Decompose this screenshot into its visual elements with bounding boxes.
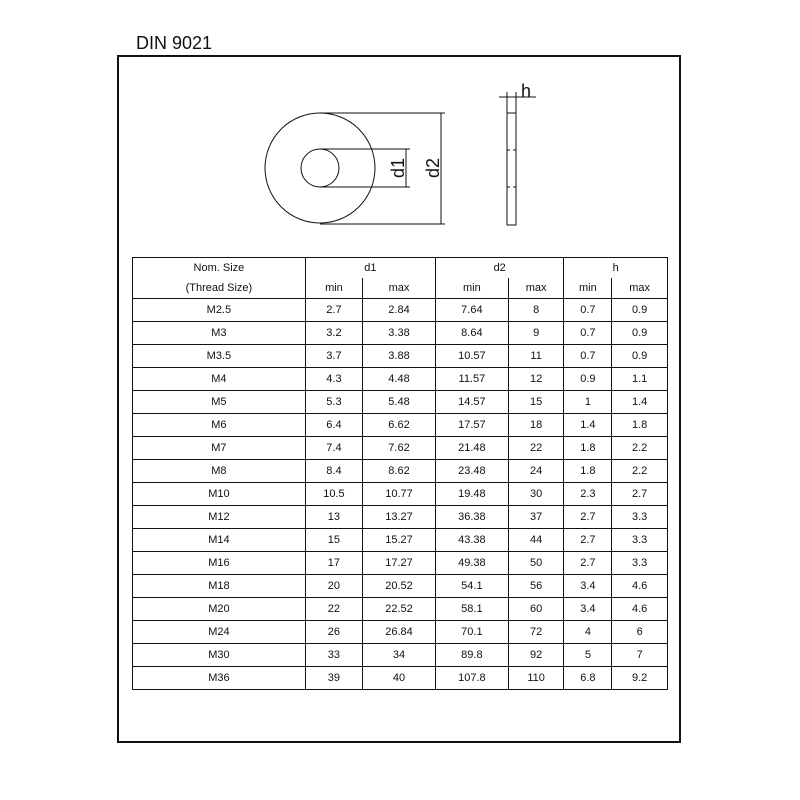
- cell-d2-max: 15: [508, 391, 564, 414]
- cell-h-max: 0.9: [612, 345, 668, 368]
- table-row: [133, 575, 668, 598]
- table-row: [133, 529, 668, 552]
- cell-h-min: 1.8: [564, 437, 612, 460]
- cell-h-max: 1.4: [612, 391, 668, 414]
- cell-d1-max: 34: [363, 644, 436, 667]
- cell-d2-min: 43.38: [435, 529, 508, 552]
- cell-nom-size: M8: [133, 460, 306, 483]
- table-row: [133, 460, 668, 483]
- cell-nom-size: M3: [133, 322, 306, 345]
- cell-d2-max: 22: [508, 437, 564, 460]
- cell-d2-min: 10.57: [435, 345, 508, 368]
- cell-d1-min: 4.3: [305, 368, 362, 391]
- cell-h-min: 1: [564, 391, 612, 414]
- cell-nom-size: M30: [133, 644, 306, 667]
- table-row: [133, 552, 668, 575]
- cell-d2-min: 11.57: [435, 368, 508, 391]
- cell-d1-min: 33: [305, 644, 362, 667]
- cell-h-min: 5: [564, 644, 612, 667]
- cell-d1-min: 3.2: [305, 322, 362, 345]
- cell-d1-max: 5.48: [363, 391, 436, 414]
- cell-h-min: 0.7: [564, 322, 612, 345]
- cell-d1-min: 5.3: [305, 391, 362, 414]
- header-thread-size: (Thread Size): [133, 278, 306, 299]
- cell-h-max: 4.6: [612, 575, 668, 598]
- header-h-max: max: [612, 278, 668, 299]
- cell-h-max: 3.3: [612, 529, 668, 552]
- dimensions-table: [132, 257, 668, 690]
- cell-d2-min: 17.57: [435, 414, 508, 437]
- header-d2-min: min: [435, 278, 508, 299]
- cell-d1-min: 39: [305, 667, 362, 690]
- cell-h-max: 1.1: [612, 368, 668, 391]
- table-row: [133, 368, 668, 391]
- document-title: DIN 9021: [136, 33, 213, 53]
- washer-side-view: [507, 113, 516, 225]
- cell-d2-min: 19.48: [435, 483, 508, 506]
- cell-h-max: 6: [612, 621, 668, 644]
- header-h: h: [564, 258, 668, 279]
- cell-d1-min: 7.4: [305, 437, 362, 460]
- cell-h-max: 2.7: [612, 483, 668, 506]
- cell-d1-min: 10.5: [305, 483, 362, 506]
- cell-nom-size: M6: [133, 414, 306, 437]
- table-row: [133, 506, 668, 529]
- cell-d1-min: 26: [305, 621, 362, 644]
- cell-h-max: 3.3: [612, 552, 668, 575]
- cell-d1-max: 13.27: [363, 506, 436, 529]
- header-h-min: min: [564, 278, 612, 299]
- cell-d2-min: 14.57: [435, 391, 508, 414]
- cell-h-min: 2.3: [564, 483, 612, 506]
- table-row: [133, 437, 668, 460]
- cell-d2-max: 12: [508, 368, 564, 391]
- cell-d2-max: 92: [508, 644, 564, 667]
- cell-d1-max: 10.77: [363, 483, 436, 506]
- cell-d1-min: 3.7: [305, 345, 362, 368]
- cell-h-min: 1.8: [564, 460, 612, 483]
- cell-d2-max: 11: [508, 345, 564, 368]
- header-d1-min: min: [305, 278, 362, 299]
- d1-label: d1: [388, 157, 408, 179]
- washer-outer-circle: [265, 113, 375, 223]
- cell-h-min: 0.7: [564, 299, 612, 322]
- cell-nom-size: M24: [133, 621, 306, 644]
- cell-d2-min: 58.1: [435, 598, 508, 621]
- cell-h-max: 7: [612, 644, 668, 667]
- table-row: [133, 667, 668, 690]
- cell-d1-max: 26.84: [363, 621, 436, 644]
- cell-d2-min: 21.48: [435, 437, 508, 460]
- cell-d1-min: 15: [305, 529, 362, 552]
- cell-nom-size: M7: [133, 437, 306, 460]
- cell-h-max: 3.3: [612, 506, 668, 529]
- cell-h-min: 3.4: [564, 575, 612, 598]
- table-row: [133, 644, 668, 667]
- cell-h-min: 6.8: [564, 667, 612, 690]
- cell-d2-min: 36.38: [435, 506, 508, 529]
- cell-d1-max: 3.38: [363, 322, 436, 345]
- cell-d2-max: 8: [508, 299, 564, 322]
- cell-d1-max: 4.48: [363, 368, 436, 391]
- cell-d2-min: 23.48: [435, 460, 508, 483]
- table-row: [133, 299, 668, 322]
- cell-d1-min: 13: [305, 506, 362, 529]
- cell-nom-size: M18: [133, 575, 306, 598]
- cell-d1-max: 22.52: [363, 598, 436, 621]
- cell-nom-size: M20: [133, 598, 306, 621]
- cell-nom-size: M4: [133, 368, 306, 391]
- cell-d2-max: 9: [508, 322, 564, 345]
- cell-d1-min: 6.4: [305, 414, 362, 437]
- cell-h-max: 0.9: [612, 322, 668, 345]
- d2-label: d2: [423, 157, 443, 179]
- cell-d2-min: 7.64: [435, 299, 508, 322]
- cell-d2-max: 56: [508, 575, 564, 598]
- cell-d1-min: 8.4: [305, 460, 362, 483]
- cell-d1-max: 7.62: [363, 437, 436, 460]
- cell-d2-min: 70.1: [435, 621, 508, 644]
- cell-h-min: 0.7: [564, 345, 612, 368]
- cell-h-max: 9.2: [612, 667, 668, 690]
- table-row: [133, 621, 668, 644]
- cell-d2-max: 44: [508, 529, 564, 552]
- header-nom-size: Nom. Size: [133, 258, 306, 279]
- cell-d2-min: 54.1: [435, 575, 508, 598]
- cell-d2-max: 60: [508, 598, 564, 621]
- cell-d2-min: 8.64: [435, 322, 508, 345]
- table-row: [133, 598, 668, 621]
- cell-d1-min: 17: [305, 552, 362, 575]
- cell-h-max: 2.2: [612, 437, 668, 460]
- cell-d2-min: 89.8: [435, 644, 508, 667]
- cell-d1-max: 2.84: [363, 299, 436, 322]
- cell-d1-max: 8.62: [363, 460, 436, 483]
- cell-d2-max: 110: [508, 667, 564, 690]
- table-row: [133, 483, 668, 506]
- cell-h-max: 2.2: [612, 460, 668, 483]
- cell-nom-size: M36: [133, 667, 306, 690]
- cell-d2-max: 50: [508, 552, 564, 575]
- cell-nom-size: M16: [133, 552, 306, 575]
- cell-h-max: 4.6: [612, 598, 668, 621]
- cell-d2-max: 37: [508, 506, 564, 529]
- cell-d2-max: 30: [508, 483, 564, 506]
- h-label: h: [521, 81, 532, 101]
- table-body: [133, 299, 668, 690]
- header-d2-max: max: [508, 278, 564, 299]
- cell-h-min: 4: [564, 621, 612, 644]
- cell-d2-max: 18: [508, 414, 564, 437]
- cell-d2-max: 24: [508, 460, 564, 483]
- cell-h-min: 3.4: [564, 598, 612, 621]
- cell-d1-min: 22: [305, 598, 362, 621]
- header-d2: d2: [435, 258, 564, 279]
- cell-h-min: 1.4: [564, 414, 612, 437]
- cell-d1-min: 20: [305, 575, 362, 598]
- table-row: [133, 414, 668, 437]
- cell-nom-size: M12: [133, 506, 306, 529]
- cell-nom-size: M5: [133, 391, 306, 414]
- cell-h-min: 2.7: [564, 552, 612, 575]
- cell-d1-max: 20.52: [363, 575, 436, 598]
- cell-nom-size: M3.5: [133, 345, 306, 368]
- washer-inner-circle: [301, 149, 339, 187]
- table-row: [133, 322, 668, 345]
- cell-d1-max: 40: [363, 667, 436, 690]
- cell-d1-max: 17.27: [363, 552, 436, 575]
- cell-h-max: 1.8: [612, 414, 668, 437]
- cell-d2-max: 72: [508, 621, 564, 644]
- cell-d1-max: 6.62: [363, 414, 436, 437]
- header-d1-max: max: [363, 278, 436, 299]
- table-row: [133, 391, 668, 414]
- cell-d1-min: 2.7: [305, 299, 362, 322]
- cell-nom-size: M14: [133, 529, 306, 552]
- header-d1: d1: [305, 258, 435, 279]
- cell-d2-min: 49.38: [435, 552, 508, 575]
- cell-nom-size: M10: [133, 483, 306, 506]
- cell-d1-max: 3.88: [363, 345, 436, 368]
- cell-h-min: 0.9: [564, 368, 612, 391]
- cell-h-min: 2.7: [564, 506, 612, 529]
- cell-h-min: 2.7: [564, 529, 612, 552]
- cell-h-max: 0.9: [612, 299, 668, 322]
- table-row: [133, 345, 668, 368]
- cell-d1-max: 15.27: [363, 529, 436, 552]
- cell-d2-min: 107.8: [435, 667, 508, 690]
- cell-nom-size: M2.5: [133, 299, 306, 322]
- washer-drawing: [0, 0, 800, 260]
